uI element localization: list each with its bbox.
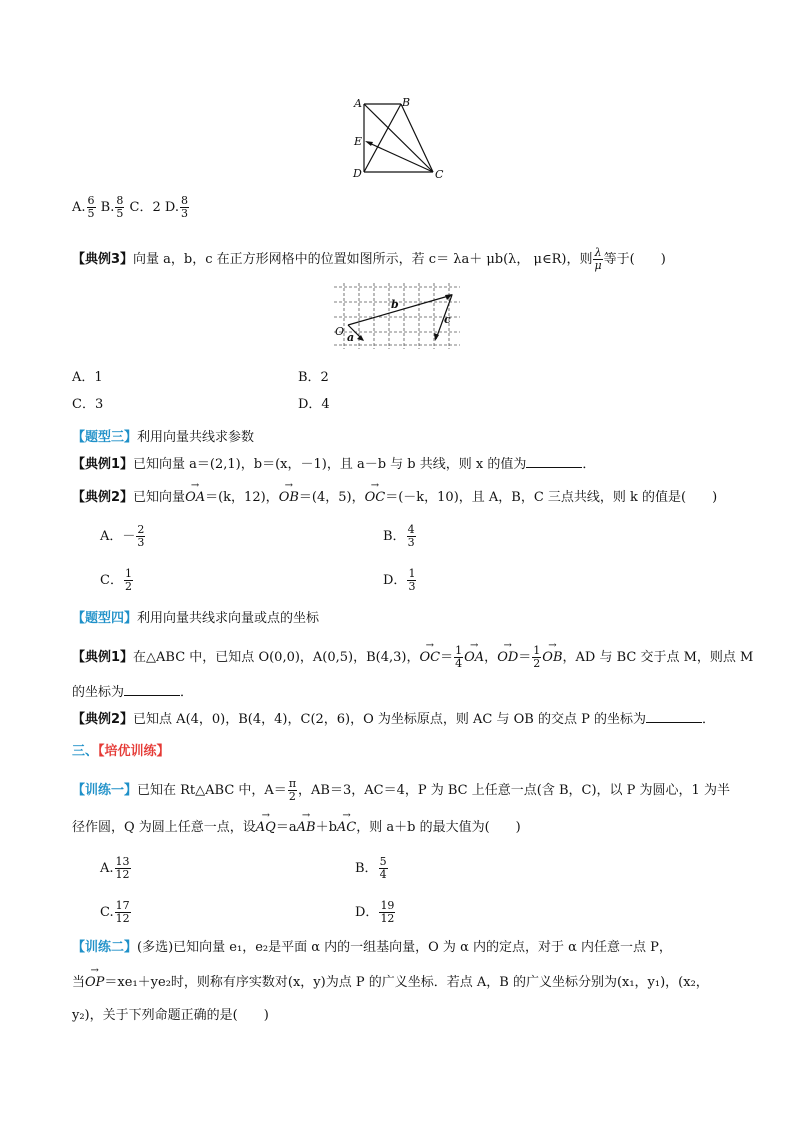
type-3-option-a: A．－ $\frac{2}{3}$ [100,523,145,549]
training-2-line3: y₂)，关于下列命题正确的是( ) [72,1008,269,1023]
section-3-heading: 三、【培优训练】 [72,744,170,759]
label-b: b [391,298,399,311]
example-3-question: 【典例3】向量 a，b，c 在正方形网格中的位置如图所示，若 c＝ λa＋ μb(λ， μ∈R)，则 $\frac{\lambda}{\mu}$ 等于( ) [72,246,666,272]
type-3-option-b: B． $\frac{4}{3}$ [383,523,415,549]
seg-ac [364,104,433,172]
training-1-option-b: B． $\frac{5}{4}$ [355,855,387,881]
answer-blank[interactable] [646,710,702,723]
label-O: O [335,325,345,338]
type-4-example-2: 【典例2】已知点 A(4，0)，B(4，4)，C(2，6)，O 为坐标原点，则 AC 与 OB 的交点 P 的坐标为 ． [72,712,716,727]
type-3-heading: 【题型三】利用向量共线求参数 [72,430,255,445]
seg-ce [367,142,433,172]
type-3-example-1: 【典例1】已知向量 a＝(2,1)，b＝(x，－1)，且 a－b 与 b 共线，则 x 的值为 ． [72,457,596,472]
label-C: C [435,168,444,181]
training-2: 【训练二】(多选)已知向量 e₁，e₂是平面 α 内的一组基向量，O 为 α 内的定点，对于 α 内任意一点 P， [72,940,672,955]
prev-options: A. $\frac{6}{5}$ B. $\frac{8}{5}$ C．2 D. $\frac{8}{3}$ [72,194,188,220]
seg-bc [401,104,433,172]
type-3-option-d: D． $\frac{1}{3}$ [383,567,416,593]
figure-vector-grid [330,283,465,351]
label-D: D [353,167,362,180]
vector-b [348,295,452,325]
answer-blank[interactable] [526,455,582,468]
training-1: 【训练一】已知在 Rt△ABC 中，A＝ $\frac{\pi}{2}$ ，AB＝3，AC＝4，P 为 BC 上任意一点(含 B，C)，以 P 为圆心，1 为半 [72,777,730,803]
example-3-option-c: C．3 [72,397,104,412]
type-3-example-2: 【典例2】已知向量→ OA＝(k，12)，→ OB＝(4，5)，→ OC＝(－k，10)，且 A，B，C 三点共线，则 k 的值是( ) [72,490,717,506]
label-E: E [354,135,363,148]
training-1-line2: 径作圆，Q 为圆上任意一点，设→ AQ＝a→ AB＋b→ AC，则 a＋b 的最大值为( ) [72,820,521,836]
seg-bd [364,104,401,172]
label-c: c [444,313,451,326]
training-1-option-d: D． $\frac{19}{12}$ [355,899,395,925]
label-A: A [354,97,362,110]
type-3-option-c: C． $\frac{1}{2}$ [100,567,132,593]
arrow-head-e [365,141,373,146]
answer-blank[interactable] [124,683,180,696]
training-1-option-c: C. $\frac{17}{12}$ [100,899,130,925]
label-a: a [347,331,355,344]
example-3-option-b: B．2 [298,370,329,385]
training-1-option-a: A. $\frac{13}{12}$ [100,855,130,881]
label-B: B [402,96,411,109]
type-4-heading: 【题型四】利用向量共线求向量或点的坐标 [72,611,320,626]
figure-quadrilateral [345,92,455,184]
training-2-line2: 当→ OP＝xe₁＋ye₂时，则称有序实数对(x，y)为点 P 的广义坐标．若点 A，B 的广义坐标分别为(x₁，y₁)，(x₂， [72,975,709,991]
example-3-option-a: A．1 [72,370,103,385]
arrow-head-a [357,335,364,341]
example-3-option-d: D．4 [298,397,330,412]
type-4-example-1-line2: 的坐标为 ． [72,685,194,700]
type-4-example-1: 【典例1】在△ABC 中，已知点 O(0,0)，A(0,5)，B(4,3)，→ OC＝ $\frac{1}{4}$ → OA，→ OD＝ $\frac{1}{2}$ → OB，AD 与 BC 交于点 M，则点 M [72,645,753,670]
